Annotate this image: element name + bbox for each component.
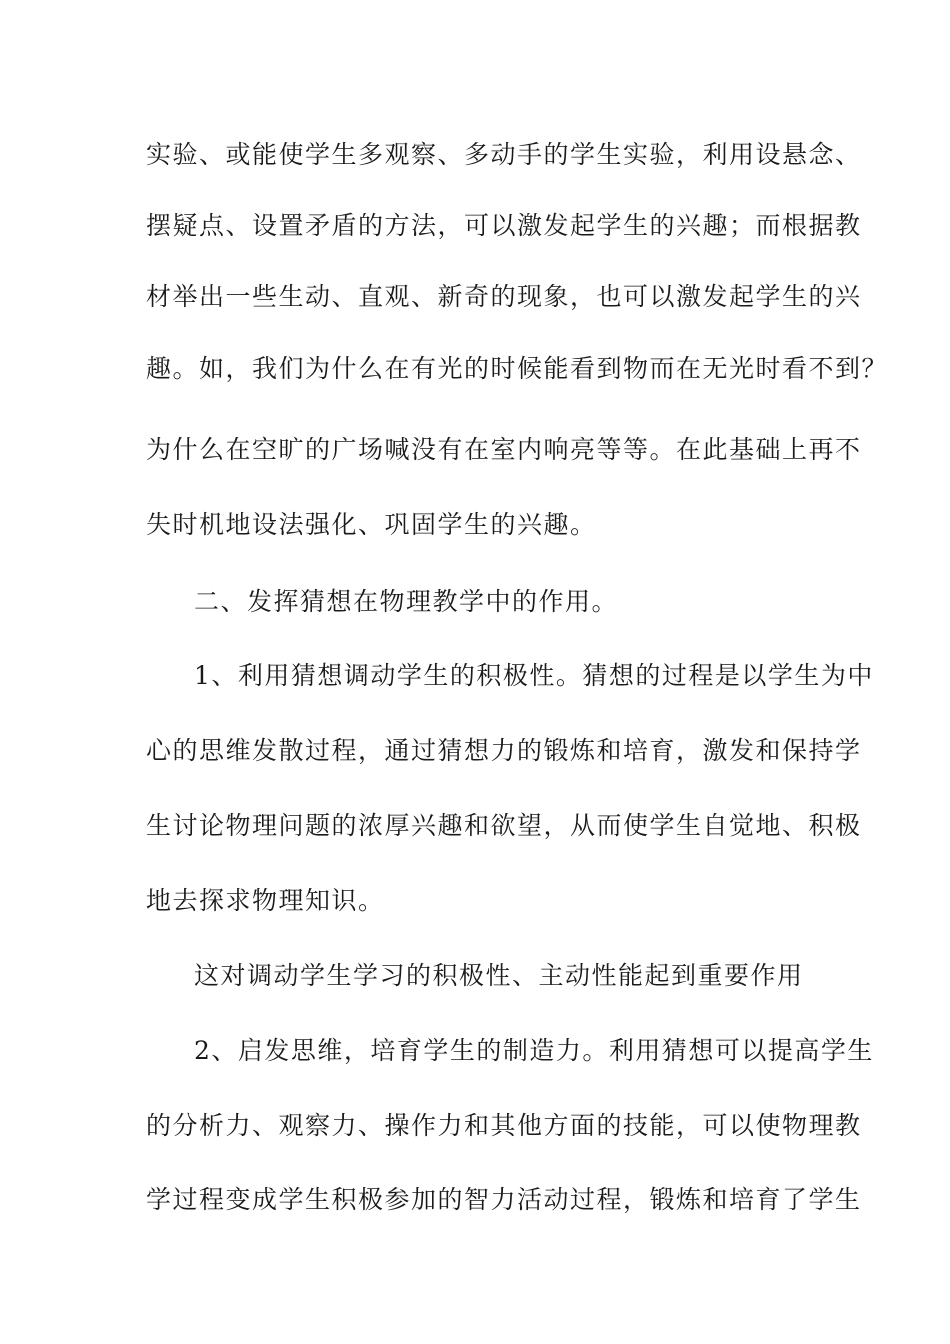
text-line-11: 地去探求物理知识。	[146, 886, 385, 915]
text-line-2: 摆疑点、设置矛盾的方法，可以激发起学生的兴趣；而根据教	[146, 211, 862, 240]
text-line-13: 2、启发思维，培育学生的制造力。利用猜想可以提高学生	[194, 1036, 874, 1065]
text-line-12: 这对调动学生学习的积极性、主动性能起到重要作用	[194, 961, 804, 990]
text-line-9: 心的思维发散过程，通过猜想力的锻炼和培育，激发和保持学	[146, 736, 862, 765]
text-line-3: 材举出一些生动、直观、新奇的现象，也可以激发起学生的兴	[146, 282, 862, 311]
text-line-1: 实验、或能使学生多观察、多动手的学生实验，利用设悬念、	[146, 140, 862, 169]
text-line-4: 趣。如，我们为什么在有光的时候能看到物而在无光时看不到？	[146, 354, 889, 383]
section-heading: 二、发挥猜想在物理教学中的作用。	[194, 587, 619, 616]
text-line-8: 1、利用猜想调动学生的积极性。猜想的过程是以学生为中	[194, 661, 874, 690]
text-line-10: 生讨论物理问题的浓厚兴趣和欲望，从而使学生自觉地、积极	[146, 811, 862, 840]
text-line-6: 失时机地设法强化、巩固学生的兴趣。	[146, 510, 597, 539]
text-line-14: 的分析力、观察力、操作力和其他方面的技能，可以使物理教	[146, 1111, 862, 1140]
text-line-5: 为什么在空旷的广场喊没有在室内响亮等等。在此基础上再不	[146, 435, 862, 464]
text-line-15: 学过程变成学生积极参加的智力活动过程，锻炼和培育了学生	[146, 1185, 862, 1214]
